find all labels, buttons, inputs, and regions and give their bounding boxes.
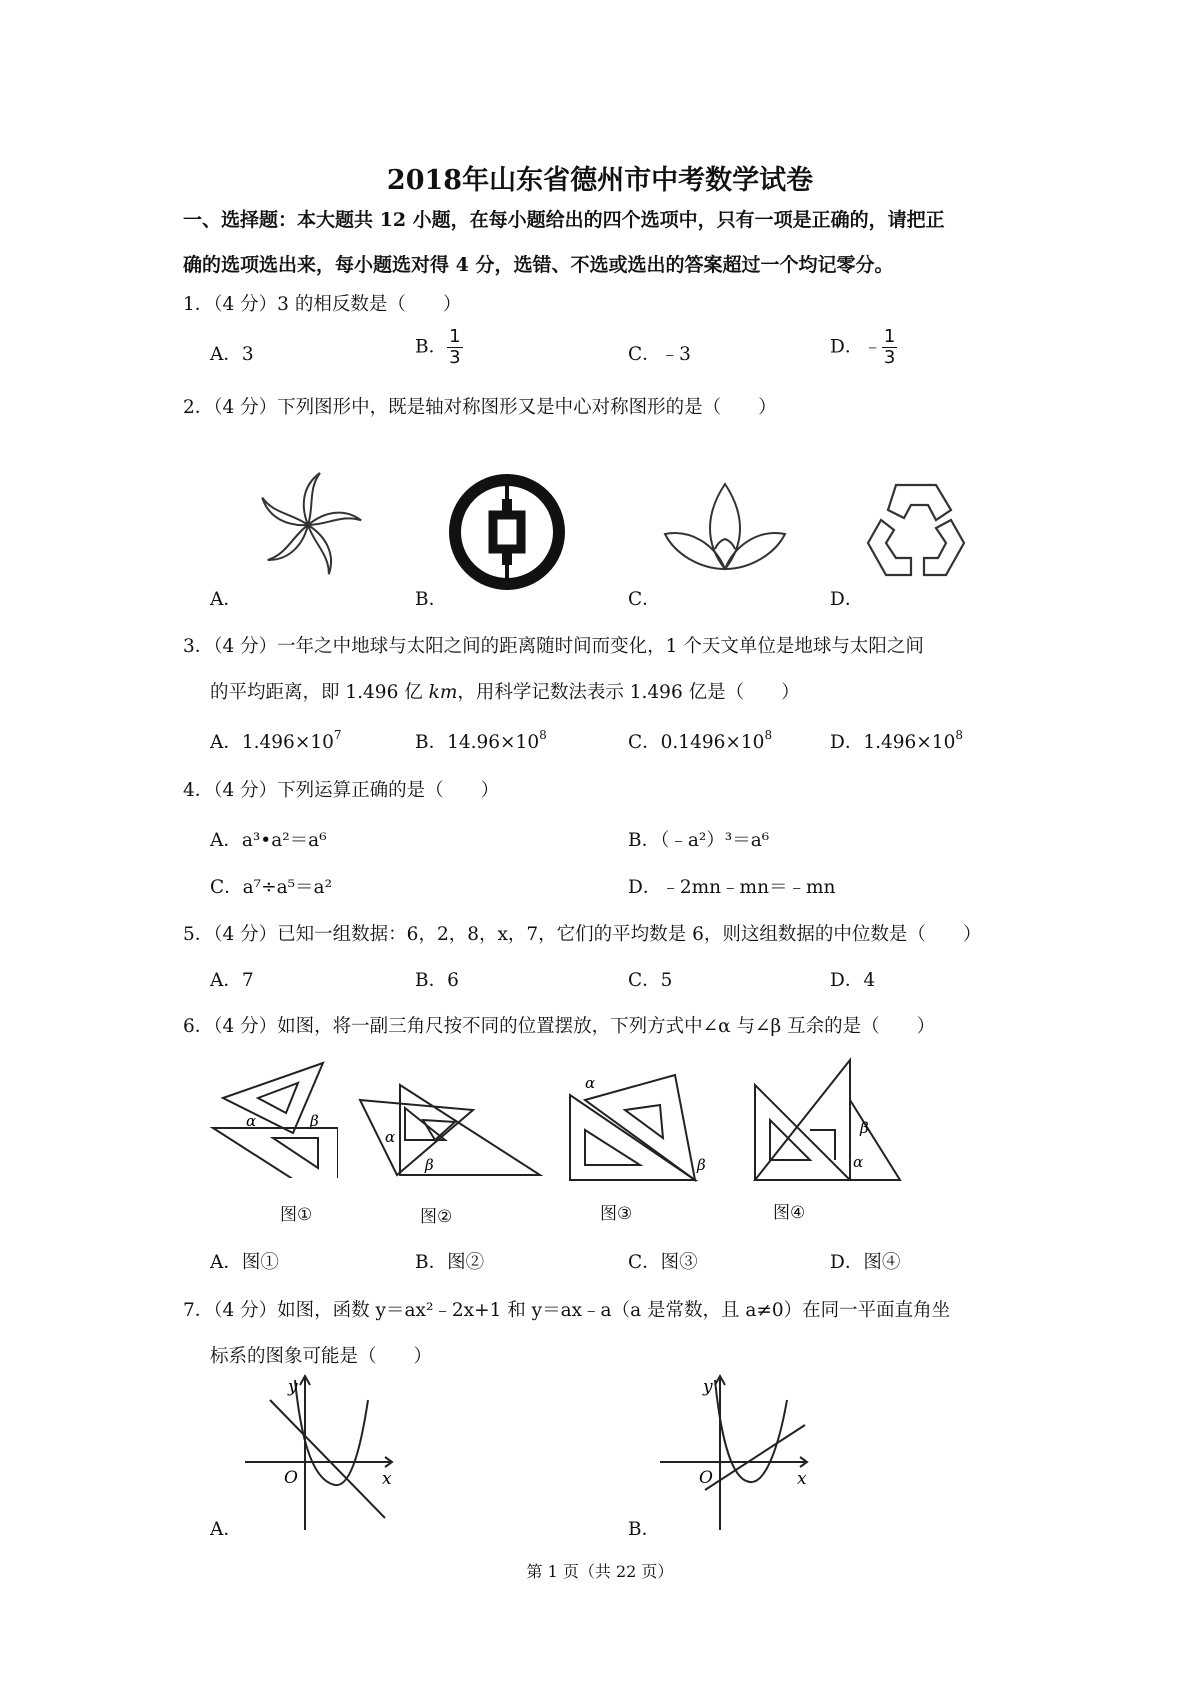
section-header-line-1: 一、选择题：本大题共 12 小题，在每小题给出的四个选项中，只有一项是正确的，请把正 <box>183 209 945 231</box>
q3-option-b-exponent: 8 <box>539 728 547 742</box>
page-title: 2018年山东省德州市中考数学试卷 <box>386 165 814 196</box>
question-6-stem: 6．（4 分）如图，将一副三角尺按不同的位置摆放，下列方式中∠α 与∠β 互余的是（ ） <box>183 1016 936 1037</box>
question-3-stem-line-1: 3．（4 分）一年之中地球与太阳之间的距离随时间而变化，1 个天文单位是地球与太阳之间 <box>183 636 924 657</box>
q3-option-d <box>830 728 963 754</box>
q5-option-d: D．4 <box>830 970 876 991</box>
q2-option-b: B． <box>415 589 448 610</box>
y-axis-label: y <box>703 1377 713 1397</box>
beta-label: β <box>697 1156 706 1174</box>
q3-option-c-exponent: 8 <box>764 728 773 742</box>
recycle-hexagon-figure <box>866 480 966 585</box>
beta-label: β <box>310 1112 319 1130</box>
q6-option-a: A．图① <box>210 1252 279 1273</box>
q2-option-a: A． <box>210 589 242 610</box>
q1-option-c: C．﹣3 <box>628 344 691 365</box>
beta-label: β <box>860 1119 869 1137</box>
question-3-stem-line-2 <box>210 678 800 704</box>
q1-option-d <box>830 327 897 368</box>
q1-option-b-fraction <box>447 327 462 368</box>
q3-option-d-base: D．1.496×10 <box>830 732 956 753</box>
q6-option-b: B．图② <box>415 1252 485 1273</box>
question-1-stem: 1．（4 分）3 的相反数是（ ） <box>183 294 462 315</box>
q3-option-b <box>415 728 547 754</box>
origin-label: O <box>699 1468 713 1488</box>
fraction-numerator: 1 <box>883 326 896 347</box>
q4-option-c: C．a⁷÷a⁵＝a² <box>210 877 332 898</box>
figure-2-label: 图② <box>420 1207 453 1227</box>
q3-option-d-exponent: 8 <box>955 728 963 742</box>
x-axis-label: x <box>382 1469 392 1489</box>
alpha-label: α <box>585 1074 596 1092</box>
q3-option-c-base: C．0.1496×10 <box>628 732 765 753</box>
q1-option-d-fraction <box>882 327 897 368</box>
fraction-denominator: 3 <box>883 347 896 368</box>
beta-label: β <box>425 1156 434 1174</box>
y-axis-label: y <box>288 1377 298 1397</box>
pinwheel-figure <box>243 468 373 583</box>
question-5-stem: 5．（4 分）已知一组数据：6，2，8，x，7，它们的平均数是 6，则这组数据的中位数是（ ） <box>183 924 982 945</box>
q7-option-b: B． <box>628 1519 661 1540</box>
alpha-label: α <box>853 1153 864 1171</box>
q7-option-a: A． <box>210 1519 242 1540</box>
q1-option-b-label: B． <box>415 336 448 358</box>
set-square-figure-4 <box>750 1055 910 1185</box>
set-square-figure-1 <box>208 1058 338 1178</box>
q6-option-c: C．图③ <box>628 1252 698 1273</box>
origin-label: O <box>284 1468 298 1488</box>
set-square-figure-3 <box>565 1070 715 1185</box>
question-7-stem-line-2: 标系的图象可能是（ ） <box>210 1346 433 1367</box>
figure-3-label: 图③ <box>600 1204 633 1224</box>
page-footer: 第 1 页（共 22 页） <box>526 1562 674 1581</box>
fraction-denominator: 3 <box>449 347 461 368</box>
coin-symbol-figure <box>448 473 566 591</box>
q2-option-c: C． <box>628 589 661 610</box>
q3-option-a-exponent: 7 <box>333 728 342 742</box>
q3-stem-part: ，用科学记数法表示 1.496 亿是（ ） <box>457 682 800 703</box>
q5-option-b: B．6 <box>415 970 459 991</box>
alpha-label: α <box>385 1128 396 1146</box>
q2-option-d: D． <box>830 589 864 610</box>
q6-option-d: D．图④ <box>830 1252 901 1273</box>
fraction-numerator: 1 <box>449 326 461 347</box>
q5-option-a: A．7 <box>210 970 254 991</box>
q4-option-a: A．a³•a²＝a⁶ <box>210 830 327 851</box>
question-2-stem: 2．（4 分）下列图形中，既是轴对称图形又是中心对称图形的是（ ） <box>183 397 777 418</box>
lotus-figure <box>660 474 790 584</box>
section-header-line-2: 确的选项选出来，每小题选对得 4 分，选错、不选或选出的答案超过一个均记零分。 <box>183 254 894 276</box>
question-7-stem-line-1: 7．（4 分）如图，函数 y＝ax²﹣2x+1 和 y＝ax﹣a（a 是常数，且 a≠0）在同一平面直角坐 <box>183 1300 951 1321</box>
q3-stem-part: 的平均距离，即 1.496 亿 <box>210 682 429 703</box>
q4-option-b: B．（﹣a²）³＝a⁶ <box>628 830 770 851</box>
figure-1-label: 图① <box>280 1205 313 1225</box>
set-square-figure-2 <box>355 1080 545 1180</box>
graph-option-a <box>240 1370 400 1535</box>
q4-option-d: D．﹣2mn﹣mn＝﹣mn <box>628 877 836 898</box>
x-axis-label: x <box>797 1469 807 1489</box>
graph-option-b <box>655 1370 815 1535</box>
q5-option-c: C．5 <box>628 970 673 991</box>
figure-4-label: 图④ <box>773 1203 806 1223</box>
q1-option-d-label: D．﹣ <box>830 336 882 358</box>
q1-option-a: A．3 <box>210 344 254 365</box>
q3-option-b-base: B．14.96×10 <box>415 732 540 753</box>
q1-option-b <box>415 327 463 368</box>
q3-unit: km <box>428 682 458 703</box>
alpha-label: α <box>246 1112 257 1130</box>
q3-option-a-base: A．1.496×10 <box>210 732 334 753</box>
question-4-stem: 4．（4 分）下列运算正确的是（ ） <box>183 780 500 801</box>
q3-option-c <box>628 728 772 754</box>
q3-option-a <box>210 728 342 754</box>
